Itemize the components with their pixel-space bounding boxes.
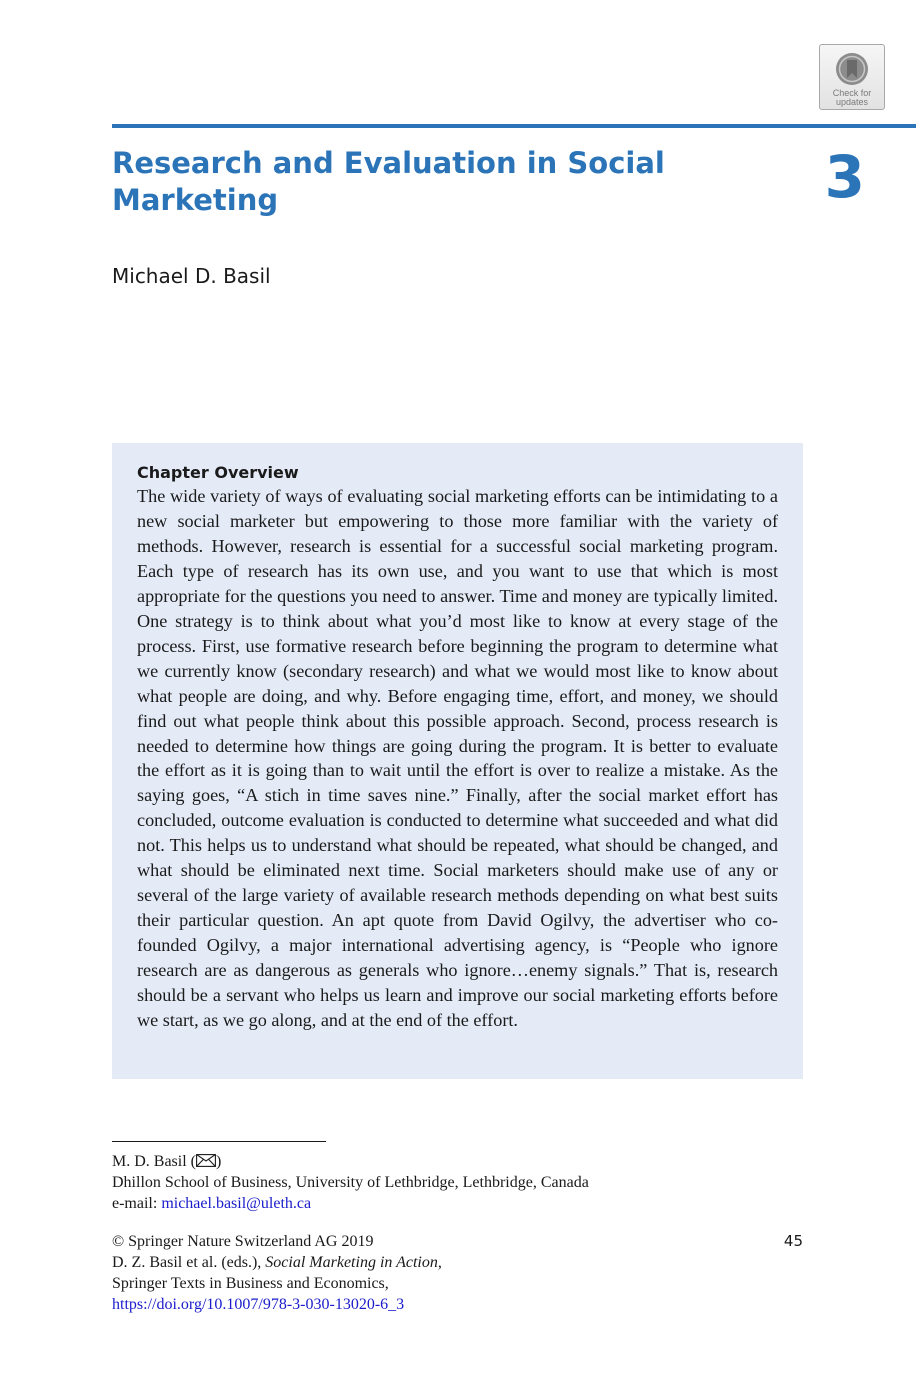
- chapter-overview-box: [112, 443, 803, 1079]
- page-number: 45: [783, 1232, 803, 1250]
- citation-line: [112, 1252, 442, 1273]
- footnote-author-name: M. D. Basil (: [112, 1153, 196, 1170]
- chapter-overview-text: The wide variety of ways of evaluating social marketing efforts can be intimidating to a new social marketer but empowering to those more familiar with the variety of methods. However, research is essential for a successful social marketing program. Each type of research has its own use, and you want to use that which is most appropriate for the questions you need to answer. Time and money are typically limited. One strategy is to think about what you’d most like to know at every stage of the process. First, use formative research before beginning the program to determine what we currently know (secondary research) and what we would most like to know about what people are doing, and why. Before engaging time, effort, and money, we should find out what people think about this possible approach. Second, process research is needed to determine how things are going during the program. It is better to evaluate the effort as it is going than to wait until the effort is over to realize a mistake. As the saying goes, “A stich in time saves nine.” Finally, after the social market effort has concluded, outcome evaluation is conducted to determine what succeeded and what did not. This helps us to understand what should be repeated, what should be changed, and what should be eliminated next time. Social marketers should make use of any or several of the large variety of available research methods depending on what best suits their particular question. An apt quote from David Ogilvy, the advertiser who co-founded Ogilvy, a major international advertising agency, is “People who ignore research are as dangerous as generals who ignore…enemy signals.” That is, research should be a servant who helps us learn and improve our social marketing efforts before we start, as we go along, and at the end of the effort.: [137, 486, 778, 1031]
- book-title: Social Marketing in Action: [265, 1254, 438, 1271]
- publication-imprint: [112, 1231, 442, 1315]
- footnote-author-close: ): [216, 1153, 222, 1170]
- footnote-email-line: [112, 1193, 589, 1214]
- footnote-divider: [112, 1141, 326, 1142]
- series-line: Springer Texts in Business and Economics,: [112, 1275, 389, 1292]
- footnote-affiliation: Dhillon School of Business, University of Lethbridge, Lethbridge, Canada: [112, 1174, 589, 1191]
- footnote-author-line: [112, 1151, 589, 1172]
- chapter-author: Michael D. Basil: [112, 264, 271, 288]
- citation-editors: D. Z. Basil et al. (eds.),: [112, 1254, 266, 1271]
- chapter-number: 3: [824, 143, 865, 211]
- chapter-overview-heading: Chapter Overview: [137, 463, 299, 482]
- footnote-email-label: e-mail:: [112, 1195, 162, 1212]
- check-for-updates-badge[interactable]: [819, 44, 885, 110]
- chapter-top-rule: [112, 124, 916, 128]
- author-email-link[interactable]: michael.basil@uleth.ca: [161, 1195, 312, 1212]
- citation-comma: ,: [437, 1254, 442, 1271]
- chapter-title: Research and Evaluation in Social Marketing: [112, 146, 665, 217]
- copyright-line: © Springer Nature Switzerland AG 2019: [112, 1233, 374, 1250]
- bookmark-check-icon: [834, 51, 870, 87]
- check-for-updates-label: Check for updates: [832, 88, 872, 107]
- author-footnote: [112, 1151, 589, 1214]
- envelope-icon: [196, 1154, 216, 1167]
- doi-link[interactable]: https://doi.org/10.1007/978-3-030-13020-6_3: [112, 1296, 405, 1313]
